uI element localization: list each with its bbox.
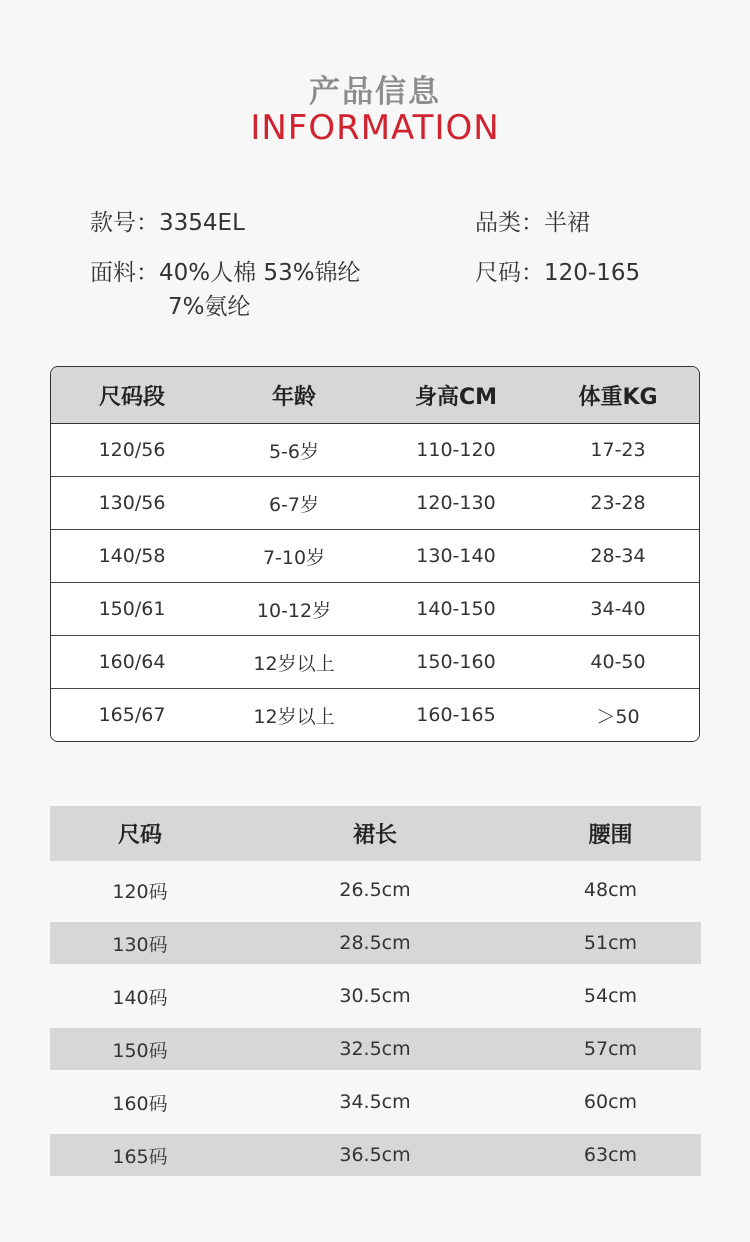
table-row (51, 530, 699, 583)
cell-skirt-length: 34.5cm (339, 1091, 411, 1113)
info-category (475, 206, 590, 240)
table-row (50, 922, 701, 964)
size-value: 120-165 (544, 260, 641, 286)
cell-age: 12岁以上 (253, 705, 335, 728)
header-waist: 腰围 (588, 823, 633, 848)
cell-age: 10-12岁 (256, 599, 332, 622)
table-row (51, 424, 699, 477)
cell-skirt-length: 30.5cm (339, 985, 411, 1007)
style-label: 款号： (90, 210, 159, 236)
cell-age: 6-7岁 (268, 493, 320, 516)
size-chart-table (50, 366, 700, 742)
cell-size: 120码 (112, 880, 168, 903)
header-size: 尺码 (117, 823, 162, 848)
cell-weight: ＞50 (596, 705, 640, 728)
cell-waist: 51cm (583, 932, 638, 954)
measurement-table (50, 806, 701, 1187)
cell-height: 140-150 (416, 598, 496, 620)
cell-age: 7-10岁 (262, 546, 326, 569)
header-weight: 体重KG (578, 384, 658, 410)
cell-skirt-length: 32.5cm (339, 1038, 411, 1060)
cell-weight: 23-28 (590, 492, 646, 514)
cell-size: 165/67 (98, 704, 166, 726)
info-size-range (475, 256, 640, 290)
cell-skirt-length: 28.5cm (339, 932, 411, 954)
cell-height: 160-165 (416, 704, 496, 726)
cell-size: 150码 (112, 1039, 168, 1062)
header-size-range: 尺码段 (98, 384, 165, 410)
header-height: 身高CM (414, 384, 498, 410)
cell-size: 130/56 (98, 492, 166, 514)
measurement-header (50, 806, 701, 861)
table-row (51, 636, 699, 689)
info-fabric (90, 256, 361, 324)
table-row (51, 583, 699, 636)
cell-age: 5-6岁 (268, 440, 320, 463)
cell-size: 140码 (112, 986, 168, 1009)
cell-waist: 48cm (583, 879, 638, 901)
cell-waist: 54cm (583, 985, 638, 1007)
page-title-en: INFORMATION (250, 108, 500, 148)
fabric-value-line2: 7%氨纶 (168, 294, 251, 320)
cell-age: 12岁以上 (253, 652, 335, 675)
cell-size: 160码 (112, 1092, 168, 1115)
cell-height: 150-160 (416, 651, 496, 673)
table-row (51, 477, 699, 530)
table-row (50, 1134, 701, 1176)
cell-size: 130码 (112, 933, 168, 956)
cell-size: 160/64 (98, 651, 166, 673)
fabric-value-line1: 40%人棉 53%锦纶 (159, 260, 361, 286)
header-skirt-length: 裙长 (352, 823, 397, 848)
cell-weight: 34-40 (590, 598, 646, 620)
fabric-label: 面料： (90, 260, 159, 286)
cell-waist: 60cm (583, 1091, 638, 1113)
table-row (50, 869, 701, 911)
table-row (51, 689, 699, 741)
cell-size: 140/58 (98, 545, 166, 567)
cell-weight: 40-50 (590, 651, 646, 673)
table-row (50, 1081, 701, 1123)
size-chart-header (51, 367, 699, 424)
cell-size: 150/61 (98, 598, 166, 620)
table-row (50, 1028, 701, 1070)
table-row (50, 975, 701, 1017)
style-value: 3354EL (159, 210, 245, 236)
cell-waist: 57cm (583, 1038, 638, 1060)
header-age: 年龄 (271, 384, 316, 410)
cell-weight: 28-34 (590, 545, 646, 567)
cell-height: 130-140 (416, 545, 496, 567)
page-title-cn: 产品信息 (309, 74, 441, 110)
size-label: 尺码： (475, 260, 544, 286)
cell-height: 110-120 (416, 439, 496, 461)
category-label: 品类： (475, 210, 544, 236)
cell-skirt-length: 36.5cm (339, 1144, 411, 1166)
cell-weight: 17-23 (590, 439, 646, 461)
category-value: 半裙 (544, 210, 590, 236)
cell-waist: 63cm (583, 1144, 638, 1166)
cell-size: 165码 (112, 1145, 168, 1168)
cell-height: 120-130 (416, 492, 496, 514)
cell-size: 120/56 (98, 439, 166, 461)
info-style-number (90, 206, 245, 240)
cell-skirt-length: 26.5cm (339, 879, 411, 901)
